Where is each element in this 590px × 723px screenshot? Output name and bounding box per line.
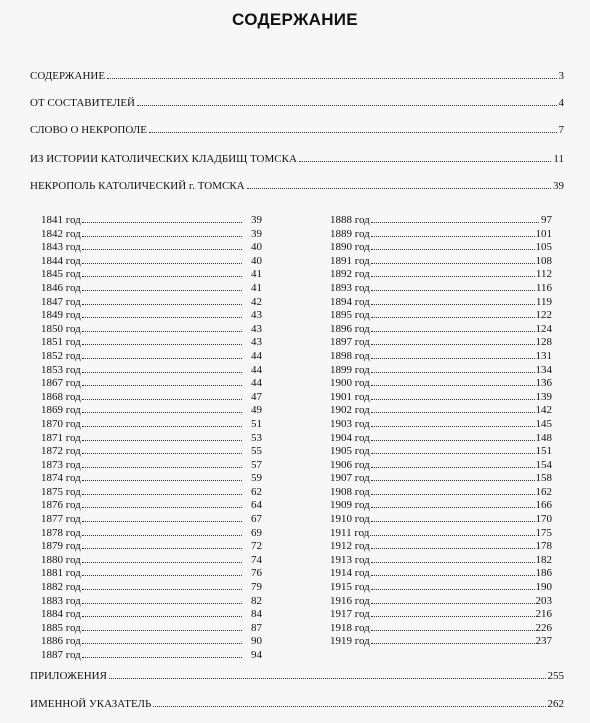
year-entry-label: 1918 год [330,621,370,634]
dot-leader [371,566,535,576]
year-entry-label: 1882 год [41,581,81,594]
year-entry[interactable] [330,322,552,336]
year-entry-page: 55 [251,445,262,458]
dot-leader [82,566,242,576]
year-entry[interactable] [330,417,552,431]
dot-leader [82,594,242,604]
year-entry-page: 190 [535,581,552,594]
year-entry-label: 1911 год [330,526,370,539]
year-entry-label: 1913 год [330,553,370,566]
dot-leader [371,308,535,318]
year-entry[interactable] [41,634,263,648]
dot-leader [82,376,242,386]
year-entry-page: 47 [251,390,262,403]
year-entry-label: 1903 год [330,417,370,430]
year-entry-label: 1908 год [330,485,370,498]
year-entry-label: 1846 год [41,281,81,294]
year-entry-page: 39 [251,227,262,240]
year-entry[interactable] [330,526,552,540]
year-entry[interactable] [41,213,263,227]
year-entry[interactable] [41,539,263,553]
dot-leader [82,621,242,631]
dot-leader [82,458,242,468]
year-entry-label: 1878 год [41,526,81,539]
year-entry-page: 43 [251,336,262,349]
year-entry-label: 1893 год [330,281,370,294]
dot-leader [82,634,242,644]
year-entry-page: 51 [251,417,262,430]
year-entry-label: 1841 год [41,214,81,226]
year-entry[interactable] [41,485,263,499]
toc-entry[interactable] [30,179,564,193]
year-entry-page: 162 [535,485,552,498]
toc-entry[interactable] [30,69,564,83]
year-entry[interactable] [41,295,263,309]
year-entry-label: 1849 год [41,309,81,322]
year-entry[interactable] [330,267,552,281]
year-entry-label: 1896 год [330,322,370,335]
year-entry-label: 1879 год [41,540,81,553]
year-entry[interactable] [330,431,552,445]
year-entry-label: 1868 год [41,390,81,403]
year-entry-page: 131 [535,349,552,362]
year-entry-page: 178 [535,540,552,553]
years-right-column [330,213,552,648]
year-entry-page: 186 [535,567,552,580]
year-entry-label: 1867 год [41,377,81,390]
year-entry-page: 182 [535,553,552,566]
dot-leader [82,213,242,223]
dot-leader [371,322,535,332]
toc-entry-label: СОДЕРЖАНИЕ [30,70,106,82]
toc-entry-page: 262 [547,698,564,710]
year-entry[interactable] [41,254,263,268]
year-entry-page: 216 [535,608,552,621]
year-entry-page: 166 [535,499,552,512]
year-entry[interactable] [41,349,263,363]
year-entry-label: 1912 год [330,540,370,553]
year-entry-page: 43 [251,309,262,322]
year-entry-page: 101 [535,227,552,240]
year-entry[interactable] [330,335,552,349]
dot-leader [371,295,535,305]
year-entry[interactable] [41,335,263,349]
year-entry[interactable] [330,240,552,254]
dot-leader [371,498,535,508]
year-entry[interactable] [330,634,552,648]
toc-entry-label: СЛОВО О НЕКРОПОЛЕ [30,124,147,136]
dot-leader [149,123,557,133]
year-entry-page: 94 [251,649,262,661]
year-entry-page: 158 [535,472,552,485]
dot-leader [371,471,535,481]
dot-leader [82,526,242,536]
year-entry[interactable] [41,526,263,540]
dot-leader [371,267,535,277]
year-entry-label: 1894 год [330,295,370,308]
year-entry-label: 1852 год [41,349,81,362]
dot-leader [371,376,535,386]
year-entry-page: 116 [535,281,552,294]
year-entry[interactable] [41,308,263,322]
year-entry-page: 72 [251,540,262,553]
year-entry-label: 1904 год [330,431,370,444]
toc-entry-label: ПРИЛОЖЕНИЯ [30,670,107,682]
year-entry-page: 76 [251,567,262,580]
year-entry-page: 41 [251,268,262,281]
year-entry-label: 1915 год [330,581,370,594]
year-entry[interactable] [41,594,263,608]
dot-leader [82,431,242,441]
dot-leader [371,254,535,264]
year-entry-label: 1880 год [41,553,81,566]
year-entry-label: 1883 год [41,594,81,607]
year-entry-label: 1919 год [330,635,370,648]
dot-leader [82,227,242,237]
year-entry-label: 1909 год [330,499,370,512]
dot-leader [371,403,535,413]
year-entry-label: 1844 год [41,254,81,267]
year-entry-label: 1881 год [41,567,81,580]
year-entry[interactable] [41,553,263,567]
year-entry-label: 1906 год [330,458,370,471]
year-entry-label: 1910 год [330,513,370,526]
dot-leader [371,240,535,250]
year-entry[interactable] [41,580,263,594]
dot-leader [371,227,535,237]
toc-entry[interactable] [30,697,564,711]
year-entry-label: 1873 год [41,458,81,471]
dot-leader [371,213,539,223]
dot-leader [82,363,242,373]
dot-leader [109,669,546,679]
year-entry[interactable] [330,308,552,322]
year-entry-label: 1890 год [330,241,370,254]
year-entry-page: 64 [251,499,262,512]
year-entry-label: 1876 год [41,499,81,512]
year-entry[interactable] [41,444,263,458]
dot-leader [82,322,242,332]
dot-leader [371,335,535,345]
year-entry-page: 42 [251,295,262,308]
year-entry[interactable] [330,295,552,309]
year-entry[interactable] [41,431,263,445]
year-entry-label: 1847 год [41,295,81,308]
year-entry[interactable] [330,403,552,417]
toc-entry-label: ИЗ ИСТОРИИ КАТОЛИЧЕСКИХ КЛАДБИЩ ТОМСКА [30,153,297,165]
year-entry[interactable] [330,444,552,458]
dot-leader [82,607,242,617]
year-entry-label: 1899 год [330,363,370,376]
dot-leader [82,512,242,522]
dot-leader [371,444,535,454]
dot-leader [370,526,534,536]
year-entry-label: 1914 год [330,567,370,580]
dot-leader [371,580,535,590]
year-entry-label: 1872 год [41,445,81,458]
dot-leader [153,697,545,707]
year-entry-label: 1901 год [330,390,370,403]
dot-leader [371,281,535,291]
dot-leader [82,485,242,495]
year-entry-label: 1907 год [330,472,370,485]
year-entry-page: 84 [251,608,262,621]
year-entry-page: 44 [251,377,262,390]
year-entry[interactable] [330,458,552,472]
year-entry-page: 90 [251,635,262,648]
year-entry-label: 1895 год [330,309,370,322]
year-entry[interactable] [330,621,552,635]
year-entry-page: 142 [535,404,552,417]
toc-entry-page: 4 [558,97,564,109]
year-entry-page: 124 [535,322,552,335]
year-entry-page: 49 [251,404,262,417]
toc-entry-label: ИМЕННОЙ УКАЗАТЕЛЬ [30,698,152,710]
year-entry-page: 39 [251,214,262,226]
year-entry-page: 74 [251,553,262,566]
dot-leader [371,621,535,631]
dot-leader [371,607,535,617]
dot-leader [371,553,535,563]
year-entry[interactable] [330,594,552,608]
year-entry-page: 151 [535,445,552,458]
year-entry-label: 1851 год [41,336,81,349]
dot-leader [371,431,535,441]
dot-leader [82,390,242,400]
year-entry[interactable] [330,213,552,227]
year-entry-label: 1888 год [330,214,370,226]
year-entry[interactable] [41,227,263,241]
toc-entry-label: НЕКРОПОЛЬ КАТОЛИЧЕСКИЙ г. ТОМСКА [30,180,245,192]
year-entry-label: 1870 год [41,417,81,430]
year-entry[interactable] [41,267,263,281]
dot-leader [82,417,242,427]
year-entry[interactable] [41,471,263,485]
dot-leader [371,539,535,549]
dot-leader [82,240,242,250]
year-entry-label: 1886 год [41,635,81,648]
dot-leader [82,403,242,413]
year-entry-page: 40 [251,241,262,254]
year-entry[interactable] [330,485,552,499]
dot-leader [247,179,551,189]
toc-entry-page: 39 [553,180,564,192]
year-entry-label: 1889 год [330,227,370,240]
toc-entry-page: 255 [547,670,564,682]
year-entry-page: 170 [535,513,552,526]
year-entry-page: 145 [535,417,552,430]
toc-entry-page: 7 [558,124,564,136]
year-entry-label: 1845 год [41,268,81,281]
year-entry-label: 1916 год [330,594,370,607]
dot-leader [371,390,535,400]
year-entry[interactable] [41,458,263,472]
year-entry-label: 1900 год [330,377,370,390]
year-entry-page: 87 [251,621,262,634]
year-entry-page: 53 [251,431,262,444]
year-entry[interactable] [41,390,263,404]
toc-entry[interactable] [30,96,564,110]
year-entry-page: 237 [535,635,552,648]
year-entry[interactable] [330,254,552,268]
toc-entry[interactable] [30,152,564,166]
year-entry[interactable] [41,417,263,431]
year-entry-label: 1874 год [41,472,81,485]
year-entry-page: 122 [535,309,552,322]
dot-leader [137,96,557,106]
dot-leader [82,648,242,658]
year-entry-page: 136 [535,377,552,390]
dot-leader [371,512,535,522]
dot-leader [299,152,552,162]
year-entry[interactable] [330,498,552,512]
dot-leader [82,308,242,318]
year-entry-page: 44 [251,363,262,376]
year-entry-page: 41 [251,281,262,294]
year-entry-label: 1850 год [41,322,81,335]
dot-leader [82,267,242,277]
year-entry-label: 1853 год [41,363,81,376]
year-entry[interactable] [41,363,263,377]
year-entry-page: 59 [251,472,262,485]
toc-entry-page: 3 [558,70,564,82]
year-entry-label: 1898 год [330,349,370,362]
year-entry-page: 67 [251,513,262,526]
year-entry[interactable] [41,322,263,336]
year-entry-label: 1869 год [41,404,81,417]
dot-leader [82,444,242,454]
year-entry-label: 1871 год [41,431,81,444]
year-entry-page: 69 [251,526,262,539]
year-entry[interactable] [41,607,263,621]
toc-entry[interactable] [30,669,564,683]
dot-leader [371,363,535,373]
dot-leader [82,553,242,563]
year-entry-page: 105 [535,241,552,254]
year-entry-page: 57 [251,458,262,471]
year-entry[interactable] [330,607,552,621]
dot-leader [371,634,535,644]
page-title: СОДЕРЖАНИЕ [232,10,358,29]
years-left-column [41,213,263,662]
year-entry-label: 1843 год [41,241,81,254]
year-entry[interactable] [41,621,263,635]
year-entry[interactable] [330,349,552,363]
year-entry[interactable] [330,512,552,526]
year-entry-page: 128 [535,336,552,349]
year-entry-label: 1885 год [41,621,81,634]
year-entry-label: 1891 год [330,254,370,267]
year-entry-label: 1897 год [330,336,370,349]
year-entry-page: 203 [535,594,552,607]
dot-leader [82,539,242,549]
year-entry-label: 1892 год [330,268,370,281]
dot-leader [371,485,535,495]
dot-leader [82,580,242,590]
year-entry-label: 1905 год [330,445,370,458]
year-entry-page: 62 [251,485,262,498]
year-entry[interactable] [330,539,552,553]
year-entry-page: 82 [251,594,262,607]
year-entry-page: 119 [535,295,552,308]
dot-leader [371,594,535,604]
year-entry[interactable] [330,376,552,390]
year-entry[interactable] [330,390,552,404]
year-entry[interactable] [330,227,552,241]
year-entry-label: 1902 год [330,404,370,417]
year-entry-page: 112 [535,268,552,281]
dot-leader [82,471,242,481]
year-entry[interactable] [41,403,263,417]
year-entry[interactable] [41,566,263,580]
year-entry-page: 139 [535,390,552,403]
year-entry-label: 1875 год [41,485,81,498]
year-entry[interactable] [41,281,263,295]
dot-leader [82,335,242,345]
year-entry[interactable] [41,376,263,390]
toc-entry-page: 11 [553,153,564,165]
year-entry-label: 1887 год [41,649,81,661]
dot-leader [371,458,535,468]
year-entry-page: 43 [251,322,262,335]
year-entry-label: 1877 год [41,513,81,526]
year-entry[interactable] [330,471,552,485]
dot-leader [82,349,242,359]
year-entry[interactable] [41,498,263,512]
year-entry[interactable] [330,363,552,377]
dot-leader [82,295,242,305]
year-entry[interactable] [41,648,263,662]
year-entry-page: 148 [535,431,552,444]
year-entry-page: 134 [535,363,552,376]
year-entry-page: 108 [535,254,552,267]
dot-leader [82,281,242,291]
dot-leader [82,254,242,264]
year-entry[interactable] [330,566,552,580]
year-entry-page: 175 [535,526,552,539]
year-entry-page: 44 [251,349,262,362]
year-entry-page: 154 [535,458,552,471]
dot-leader [82,498,242,508]
year-entry-page: 97 [541,214,552,226]
year-entry-page: 40 [251,254,262,267]
year-entry[interactable] [41,512,263,526]
toc-entry-label: ОТ СОСТАВИТЕЛЕЙ [30,97,135,109]
year-entry-label: 1917 год [330,608,370,621]
dot-leader [107,69,556,79]
year-entry-page: 79 [251,581,262,594]
year-entry[interactable] [41,240,263,254]
year-entry[interactable] [330,281,552,295]
toc-entry[interactable] [30,123,564,137]
year-entry-label: 1842 год [41,227,81,240]
dot-leader [371,417,535,427]
year-entry-page: 226 [535,621,552,634]
year-entry[interactable] [330,580,552,594]
year-entry-label: 1884 год [41,608,81,621]
dot-leader [371,349,535,359]
year-entry[interactable] [330,553,552,567]
